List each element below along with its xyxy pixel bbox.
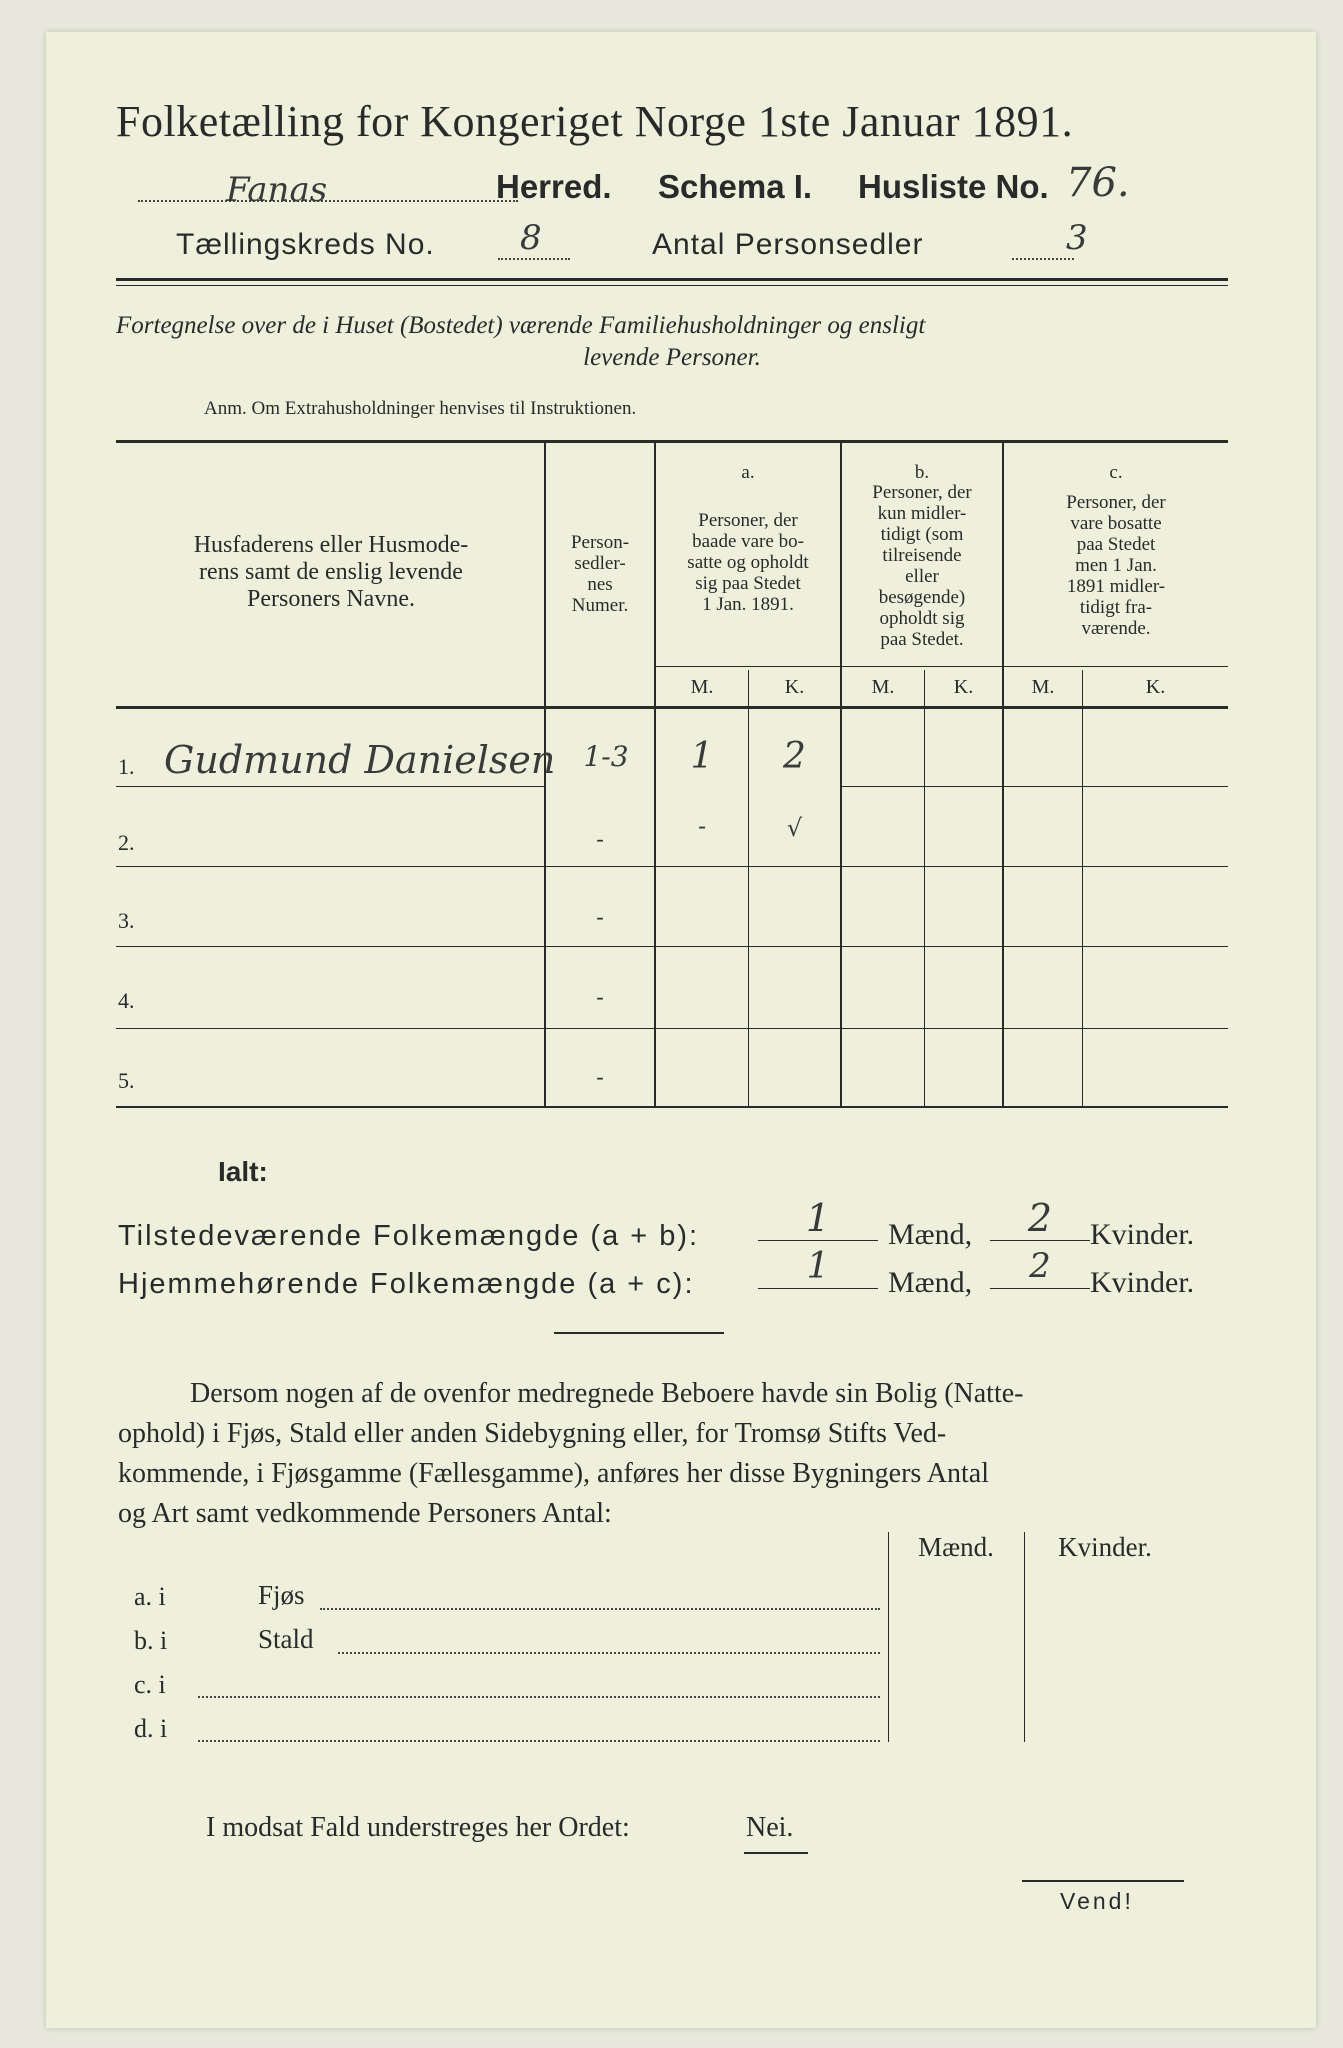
bolig-c-dots	[198, 1696, 880, 1698]
bolig-line4: og Art samt vedkommende Personers Antal:	[118, 1498, 612, 1529]
row-2-a-k: √	[786, 814, 803, 842]
bolig-b-label: Stald	[258, 1624, 314, 1654]
row-5-num: 5.	[118, 1068, 135, 1093]
col-a-header: Personer, der baade vare bo- satte og opholdt sig paa Stedet 1 Jan. 1891.	[687, 510, 809, 615]
mk-header-rule	[656, 666, 1228, 667]
table-header-rule	[116, 706, 1228, 709]
bolig-a-label: Fjøs	[258, 1580, 305, 1610]
row-1-rule-right	[842, 786, 1228, 787]
row-4-num: 4.	[118, 988, 135, 1013]
husliste-value: 76.	[1066, 160, 1130, 206]
row-2-a-m: -	[697, 812, 707, 840]
tilst-k-line	[990, 1240, 1090, 1241]
row-1-name: Gudmund Danielsen	[164, 738, 556, 782]
row-1-num: 1.	[118, 754, 135, 779]
herred-value: Fanas	[226, 170, 328, 210]
a-m-label: M.	[690, 676, 714, 698]
row-2-rule	[116, 866, 1228, 867]
bolig-c-letter: c. i	[134, 1670, 166, 1699]
hjem-label: Hjemmehørende Folkemængde (a + c):	[118, 1268, 695, 1300]
row-1-a-m: 1	[690, 736, 714, 777]
herred-label: Herred.	[496, 168, 612, 205]
tilst-maend-label: Mænd,	[888, 1218, 973, 1251]
a-k-label: K.	[784, 676, 805, 698]
husliste-label: Husliste No.	[858, 168, 1049, 205]
anm-note: Anm. Om Extrahusholdninger henvises til Instruktionen.	[204, 398, 637, 419]
bolig-a-letter: a. i	[134, 1582, 166, 1611]
vend-label: Vend!	[1060, 1888, 1134, 1914]
col-c-header: Personer, der vare bosatte paa Stedet men 1 Jan. 1891 midler- tidigt fra- værende.	[1066, 492, 1166, 639]
tilst-m-line	[758, 1240, 878, 1241]
bolig-kvinder-header: Kvinder.	[1058, 1532, 1152, 1562]
modsat-text: I modsat Fald understreges her Ordet:	[206, 1812, 630, 1843]
kreds-value: 8	[520, 218, 542, 258]
form-title: Folketælling for Kongeriget Norge 1ste Januar 1891.	[116, 97, 1074, 146]
row-3-personsedler: -	[596, 904, 604, 929]
row-4-personsedler: -	[596, 984, 604, 1009]
ialt-label: Ialt:	[218, 1156, 268, 1187]
hjem-kvinder-label: Kvinder.	[1090, 1266, 1195, 1299]
header-rule	[116, 278, 1228, 281]
row-2-num: 2.	[118, 830, 135, 855]
col-num-header: Person- sedler- nes Numer.	[570, 532, 630, 616]
personsedler-value: 3	[1066, 218, 1088, 258]
bolig-d-letter: d. i	[134, 1714, 168, 1743]
intro-line2: levende Personer.	[583, 344, 761, 371]
row-5-personsedler: -	[596, 1064, 604, 1089]
schema-label: Schema I.	[658, 168, 813, 205]
hjem-m-value: 1	[806, 1246, 830, 1287]
vend-rule	[1022, 1880, 1184, 1882]
col-sep-c-mk	[1082, 670, 1083, 1106]
c-m-label: M.	[1031, 676, 1055, 698]
b-k-label: K.	[953, 676, 974, 698]
tilst-label: Tilstedeværende Folkemængde (a + b):	[118, 1220, 700, 1252]
bolig-b-dots	[338, 1652, 880, 1654]
row-2-personsedler: -	[596, 826, 604, 851]
nei-word: Nei.	[746, 1812, 794, 1843]
bolig-line2: ophold) i Fjøs, Stald eller anden Sidebygning eller, for Tromsø Stifts Ved-	[118, 1418, 947, 1449]
herred-dotted-line	[138, 200, 518, 202]
bolig-col-sep-2	[1024, 1532, 1025, 1742]
hjem-maend-label: Mænd,	[888, 1266, 973, 1299]
bolig-d-dots	[198, 1740, 880, 1742]
row-1-rule-name	[116, 786, 544, 787]
header-rule-thin	[116, 285, 1228, 286]
col-c-letter: c.	[1109, 462, 1123, 483]
hjem-k-line	[990, 1288, 1090, 1289]
table-top-rule	[116, 440, 1228, 443]
row-1-a-k: 2	[783, 736, 806, 777]
col-a-letter: a.	[741, 462, 755, 483]
intro-line1: Fortegnelse over de i Huset (Bostedet) værende Familiehusholdninger og ensligt	[116, 312, 926, 339]
row-3-rule	[116, 946, 1228, 947]
bolig-a-dots	[320, 1608, 880, 1610]
bolig-line1: Dersom nogen af de ovenfor medregnede Beboere havde sin Bolig (Natte-	[190, 1378, 1024, 1409]
bolig-b-letter: b. i	[134, 1626, 168, 1655]
row-1-personsedler: 1-3	[583, 740, 629, 773]
c-k-label: K.	[1145, 676, 1166, 698]
bolig-maend-header: Mænd.	[918, 1532, 994, 1562]
row-3-num: 3.	[118, 908, 135, 933]
kreds-dotted-line	[498, 258, 570, 260]
kreds-label: Tællingskreds No.	[176, 228, 435, 261]
personsedler-label: Antal Personsedler	[652, 228, 924, 261]
tilst-k-value: 2	[1027, 1196, 1053, 1240]
bolig-line3: kommende, i Fjøsgamme (Fællesgamme), anføres her disse Bygningers Antal	[118, 1458, 989, 1489]
col-b-letter: b.	[914, 462, 930, 483]
row-4-rule	[116, 1028, 1228, 1029]
bolig-col-sep-1	[888, 1532, 889, 1742]
section-separator	[554, 1332, 724, 1334]
hjem-m-line	[758, 1288, 878, 1289]
table-bottom-rule	[116, 1106, 1228, 1108]
hjem-k-value: 2	[1029, 1246, 1051, 1286]
col-sep-b-mk	[924, 670, 925, 1106]
tilst-m-value: 1	[805, 1196, 831, 1240]
nei-underline	[744, 1852, 808, 1854]
personsedler-dotted-line	[1012, 258, 1074, 260]
b-m-label: M.	[871, 676, 895, 698]
census-form-page	[46, 32, 1316, 2028]
tilst-kvinder-label: Kvinder.	[1090, 1218, 1195, 1251]
col-name-header: Husfaderens eller Husmode- rens samt de enslig levende Personers Navne.	[193, 532, 469, 612]
col-b-header: Personer, der kun midler- tidigt (som tilreisende eller besøgende) opholdt sig paa Stedet.	[872, 482, 972, 650]
